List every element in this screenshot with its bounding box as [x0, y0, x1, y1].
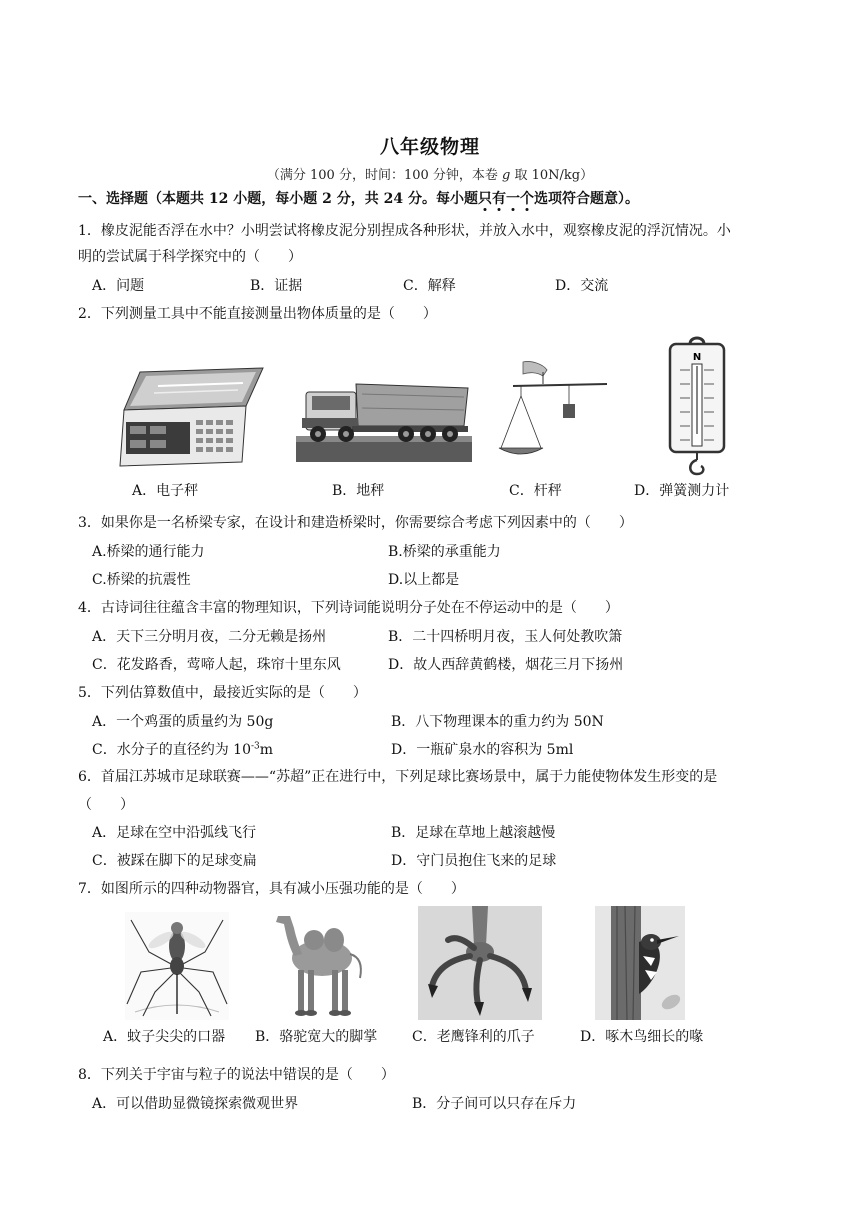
truck-scale-icon	[296, 378, 474, 464]
q7-caption-b: B．骆驼宽大的脚掌	[255, 1029, 378, 1045]
page-subtitle: （满分 100 分，时间：100 分钟，本卷 g 取 10N/kg）	[266, 168, 594, 183]
q6-option-a: A．足球在空中沿弧线飞行	[92, 825, 257, 841]
q4-option-c: C．花发路香，莺啼人起，珠帘十里东风	[92, 657, 341, 673]
q6-option-b: B．足球在草地上越滚越慢	[391, 825, 556, 841]
q8-option-b: B．分子间可以只存在斥力	[412, 1096, 577, 1112]
q7-caption-c: C．老鹰锋利的爪子	[412, 1029, 535, 1045]
q3-option-a: A.桥梁的通行能力	[92, 544, 205, 560]
mosquito-icon	[125, 912, 229, 1020]
electronic-scale-icon	[118, 362, 266, 468]
q2-caption-d: D．弹簧测力计	[634, 483, 730, 499]
q1-option-a: A．问题	[92, 278, 145, 294]
steelyard-icon	[497, 360, 609, 460]
q2-caption-c: C．杆秤	[509, 483, 562, 499]
question-6-line2: （ ）	[78, 797, 134, 813]
question-8: 8．下列关于宇宙与粒子的说法中错误的是（ ）	[78, 1067, 395, 1083]
q6-option-d: D．守门员抱住飞来的足球	[391, 853, 557, 869]
q8-option-a: A．可以借助显微镜探索微观世界	[92, 1096, 299, 1112]
q1-option-d: D．交流	[555, 278, 609, 294]
camel-icon	[274, 908, 368, 1020]
q4-option-b: B．二十四桥明月夜，玉人何处教吹箫	[388, 629, 623, 645]
question-7: 7．如图所示的四种动物器官，具有减小压强功能的是（ ）	[78, 881, 465, 897]
question-6-line1: 6．首届江苏城市足球联赛——“苏超”正在进行中，下列足球比赛场景中，属于力能使物体发生形变的是	[78, 769, 718, 785]
question-1-line2: 明的尝试属于科学探究中的（ ）	[78, 249, 302, 265]
svg-text:N: N	[692, 352, 702, 363]
q3-option-c: C.桥梁的抗震性	[92, 572, 191, 588]
q4-option-a: A．天下三分明月夜，二分无赖是扬州	[92, 629, 327, 645]
spring-scale-icon	[666, 334, 728, 476]
q4-option-d: D．故人西辞黄鹤楼，烟花三月下扬州	[388, 657, 624, 673]
q7-caption-a: A．蚊子尖尖的口器	[103, 1029, 226, 1045]
q7-caption-d: D．啄木鸟细长的喙	[580, 1029, 704, 1045]
question-1-line1: 1．橡皮泥能否浮在水中？小明尝试将橡皮泥分别捏成各种形状，并放入水中，观察橡皮泥的浮沉情况。小	[78, 223, 731, 239]
woodpecker-icon	[595, 906, 685, 1020]
q2-caption-a: A．电子秤	[132, 483, 199, 499]
section-heading: 一、选择题（本题共 12 小题，每小题 2 分，共 24 分。每小题只有一个选项符合题意）。	[78, 191, 639, 207]
q5-option-b: B．八下物理课本的重力约为 50N	[391, 714, 604, 730]
question-5: 5．下列估算数值中，最接近实际的是（ ）	[78, 685, 367, 701]
q5-option-c: C．水分子的直径约为 $10^{-3}m$	[92, 741, 274, 758]
q1-option-c: C．解释	[403, 278, 456, 294]
question-2: 2．下列测量工具中不能直接测量出物体质量的是（ ）	[78, 306, 437, 322]
page-title: 八年级物理	[379, 136, 480, 158]
q3-option-d: D.以上都是	[388, 572, 460, 588]
q6-option-c: C．被踩在脚下的足球变扁	[92, 853, 257, 869]
q5-option-d: D．一瓶矿泉水的容积为 5ml	[391, 742, 574, 758]
q3-option-b: B.桥梁的承重能力	[388, 544, 501, 560]
q1-option-b: B．证据	[250, 278, 303, 294]
q5-option-a: A．一个鸡蛋的质量约为 50g	[92, 714, 274, 730]
question-4: 4．古诗词往往蕴含丰富的物理知识，下列诗词能说明分子处在不停运动中的是（ ）	[78, 600, 619, 616]
question-3: 3．如果你是一名桥梁专家，在设计和建造桥梁时，你需要综合考虑下列因素中的（ ）	[78, 515, 633, 531]
eagle-claw-icon	[418, 906, 542, 1020]
q2-caption-b: B．地秤	[332, 483, 385, 499]
